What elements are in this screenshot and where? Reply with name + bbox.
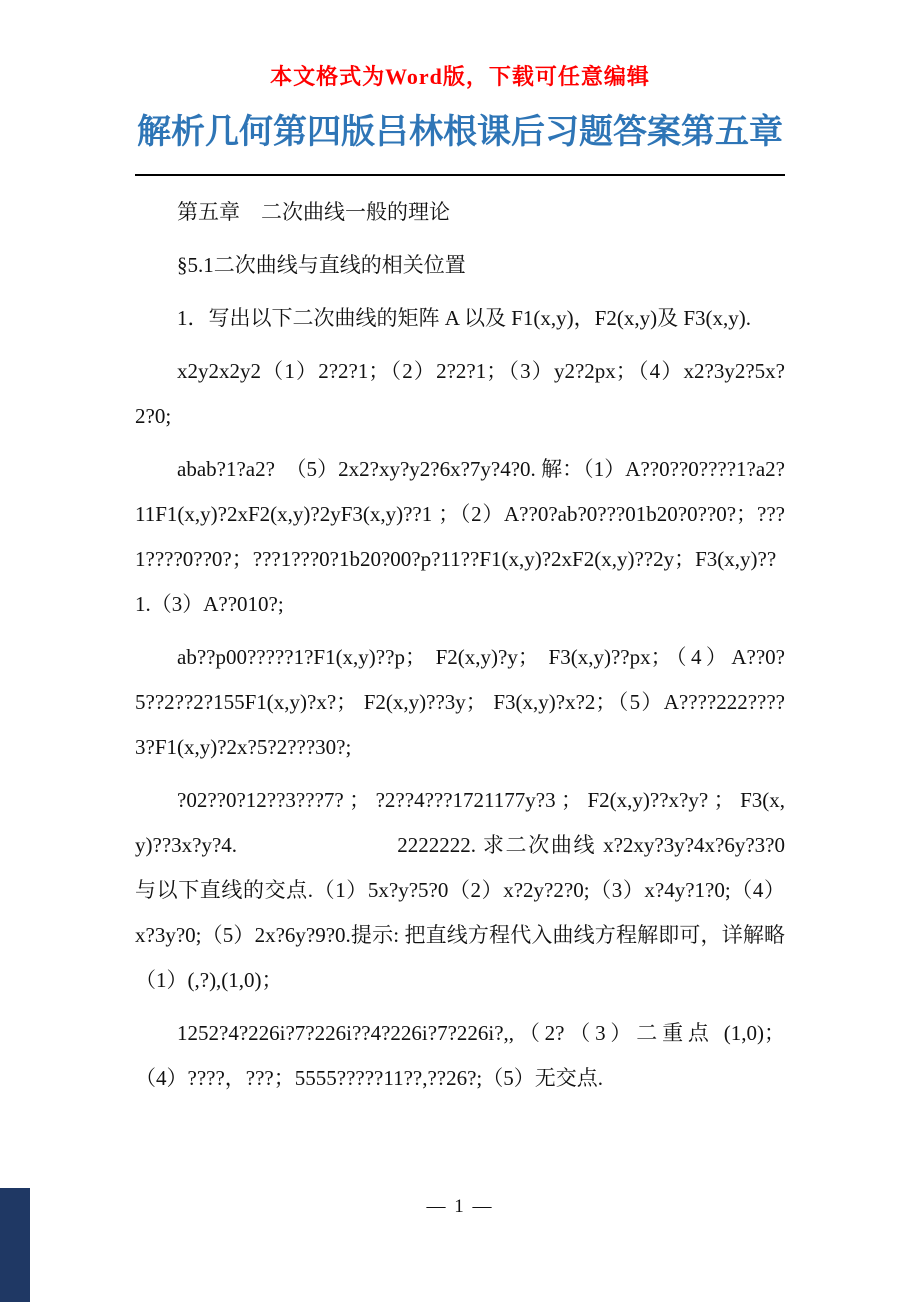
paragraph: ?02??0?12??3???7? ； ?2??4???1721177y?3 ； F2(x,y)??x?y? ； F3(x,y)??3x?y?4. 2222222. 求二次曲线 x?2xy?3y?4x?6y?3?0 与以下直线的交点.（1）5x?y?5?0（2）x?2y?2?0;（3）x?4y?1?0;（4）x?3y?0;（5）2x?6y?9?0.提示: 把直线方程代入曲线方程解即可，详解略（1）(,?),(1,0)； bbox=[135, 787, 785, 992]
paragraph: 1．写出以下二次曲线的矩阵 A 以及 F1(x,y)，F2(x,y)及 F3(x,y). bbox=[177, 305, 752, 330]
paragraph: x2y2x2y2（1）2?2?1；（2）2?2?1；（3）y2?2px；（4）x2?3y2?5x?2?0; bbox=[135, 358, 785, 428]
corner-accent-bar bbox=[0, 1188, 30, 1302]
paragraph: §5.1二次曲线与直线的相关位置 bbox=[177, 252, 466, 277]
document-title: 解析几何第四版吕林根课后习题答案第五章 bbox=[137, 114, 783, 151]
title-block bbox=[135, 107, 785, 176]
paragraph: 第五章 二次曲线一般的理论 bbox=[177, 199, 450, 224]
paragraph: ab??p00?????1?F1(x,y)??p； F2(x,y)?y； F3(x,y)??px；（4）A??0?5??2??2?155F1(x,y)?x?； F2(x,y)??3y； F3(x,y)?x?2；（5）A????222????3?F1(x,y)?2x?5?2???30?; bbox=[135, 644, 785, 759]
paragraph: 1252?4?226i?7?226i??4?226i?7?226i?,,（2?（3）二重点 (1,0)；（4）????，???；5555?????11??,??26?;（5）无交点. bbox=[135, 1020, 785, 1090]
paragraph: abab?1?a2? （5）2x2?xy?y2?6x?7y?4?0. 解：（1）A??0??0????1?a2?11F1(x,y)?2xF2(x,y)?2yF3(x,y)??1 ；（2）A??0?ab?0???01b20?0??0?；???1????0??0?；???1???0?1b20?00?p?11??F1(x,y)?2xF2(x,y)??2y；F3(x,y)??1.（3）A??010?; bbox=[135, 456, 785, 616]
document-body bbox=[135, 190, 785, 1101]
format-notice: 本文格式为Word版，下载可任意编辑 bbox=[270, 64, 650, 89]
page-number: — 1 — bbox=[426, 1196, 494, 1217]
